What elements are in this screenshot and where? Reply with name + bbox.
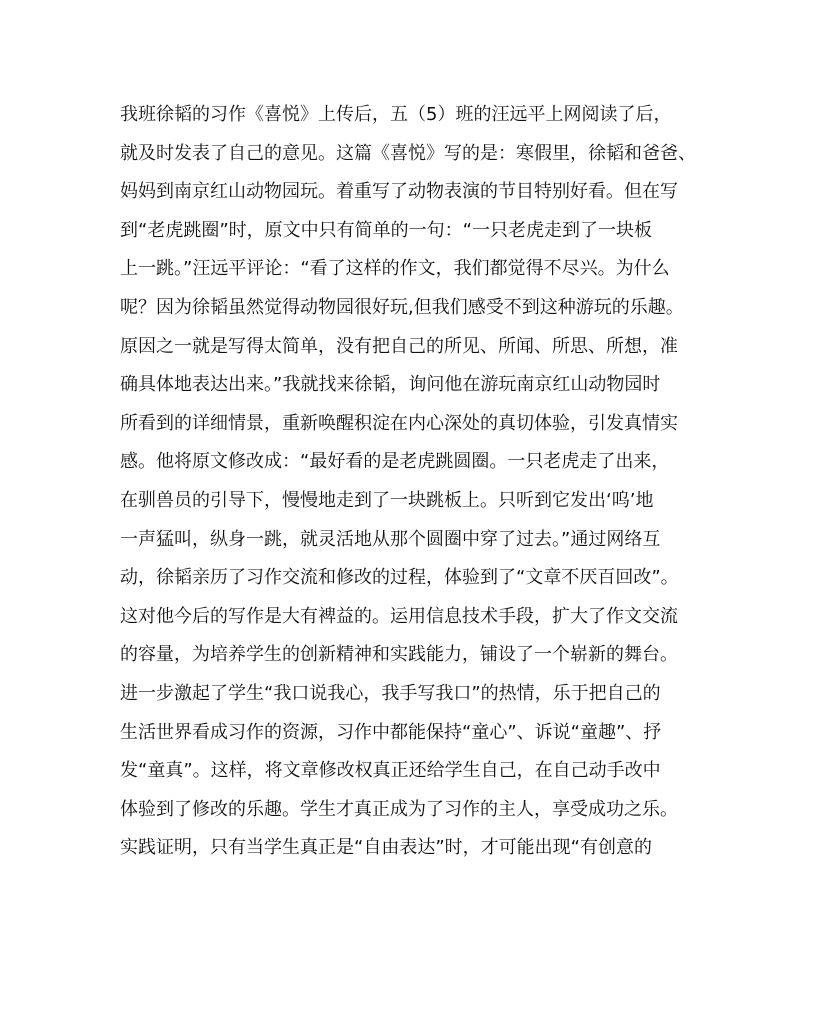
text-line: 的容量，为培养学生的创新精神和实践能力，铺设了一个崭新的舞台。	[120, 644, 678, 666]
text-line: 动，徐韬亲历了习作交流和修改的过程，体验到了“文章不厌百回改”。	[120, 567, 679, 589]
text-line: 所看到的详细情景，重新唤醒积淀在内心深处的真切体验，引发真情实	[120, 412, 678, 434]
text-line: 确具体地表达出来。”我就找来徐韬，询问他在游玩南京红山动物园时	[120, 374, 661, 396]
text-line: 进一步激起了学生“我口说我心，我手写我口”的热情，乐于把自己的	[120, 683, 661, 704]
text-line: 这对他今后的写作是大有裨益的。运用信息技术手段，扩大了作文交流	[120, 605, 678, 627]
text-line: 在驯兽员的引导下，慢慢地走到了一块跳板上。只听到它发出‘呜’地	[120, 490, 654, 511]
text-line: 上一跳。”汪远平评论：“看了这样的作文，我们都觉得不尽兴。为什么	[120, 258, 670, 280]
text-line: 生活世界看成习作的资源，习作中都能保持“童心”、诉说“童趣”、抒	[120, 721, 662, 743]
text-line: 就及时发表了自己的意见。这篇《喜悦》写的是：寒假里，徐韬和爸爸、	[120, 142, 696, 164]
text-line: 妈妈到南京红山动物园玩。着重写了动物表演的节目特别好看。但在写	[120, 181, 678, 203]
text-line: 呢？因为徐韬虽然觉得动物园很好玩,但我们感受不到这种游玩的乐趣。	[120, 297, 684, 318]
text-line: 实践证明，只有当学生真正是“自由表达”时，才可能出现“有创意的	[120, 837, 652, 859]
text-line: 我班徐韬的习作《喜悦》上传后，五（5）班的汪远平上网阅读了后，	[120, 104, 672, 125]
text-line: 感。他将原文修改成：“最好看的是老虎跳圆圈。一只老虎走了出来，	[120, 451, 670, 473]
text-line: 体验到了修改的乐趣。学生才真正成为了习作的主人，享受成功之乐。	[120, 798, 678, 820]
text-line: 原因之一就是写得太简单，没有把自己的所见、所闻、所思、所想，准	[120, 335, 678, 357]
text-line: 一声猛叫，纵身一跳，就灵活地从那个圆圈中穿了过去。”通过网络互	[120, 528, 661, 550]
text-line: 到“老虎跳圈”时，原文中只有简单的一句：“一只老虎走到了一块板	[120, 219, 652, 241]
text-line: 发“童真”。这样，将文章修改权真正还给学生自己，在自己动手改中	[120, 760, 661, 782]
